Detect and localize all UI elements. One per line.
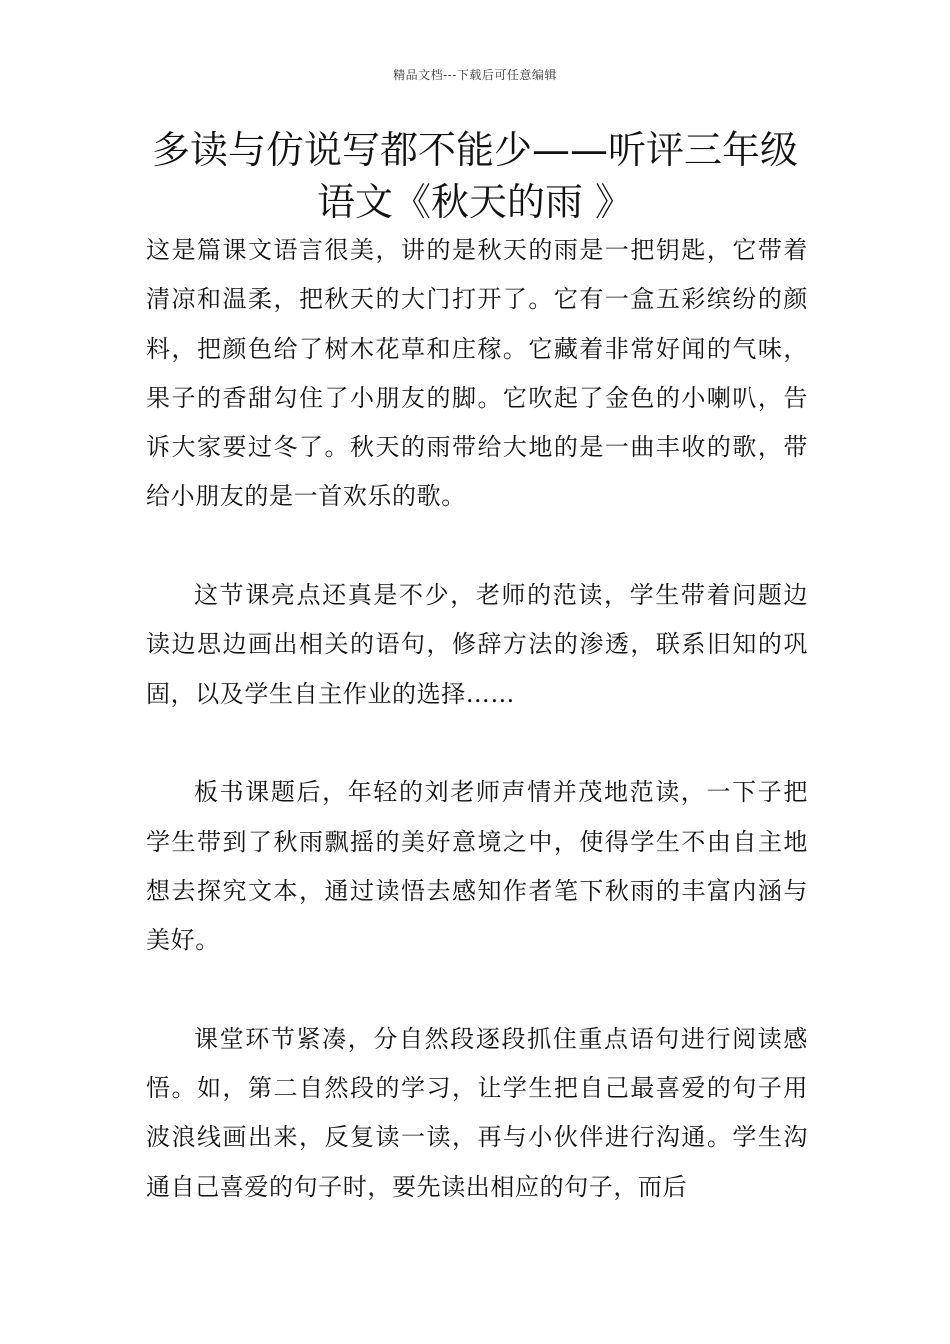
paragraph-2: 这节课亮点还真是不少，老师的范读，学生带着问题边读边思边画出相关的语句，修辞方法的渗透，联系旧知的巩固，以及学生自主作业的选择…… [146,581,808,708]
header-note: 精品文档---下载后可任意编辑 [393,68,557,82]
paragraph-gap [146,719,808,768]
paragraph-gap [146,965,808,1014]
paragraph-1: 这是篇课文语言很美，讲的是秋天的雨是一把钥匙，它带着清凉和温柔，把秋天的大门打开了。它有一盒五彩缤纷的颜料，把颜色给了树木花草和庄稼。它藏着非常好闻的气味，果子的香甜勾住了小朋友的脚。它吹起了金色的小喇叭，告诉大家要过冬了。秋天的雨带给大地的是一曲丰收的歌，带给小朋友的是一首欢乐的歌。 [146,236,808,511]
paragraph-4: 课堂环节紧凑，分自然段逐段抓住重点语句进行阅读感悟。如，第二自然段的学习，让学生把自己最喜爱的句子用波浪线画出来，反复读一读，再与小伙伴进行沟通。学生沟通自己喜爱的句子时，要先读出相应的句子，而后 [146,1024,808,1201]
document-title: 多读与仿说写都不能少——听评三年级语文《秋天的雨 》 [151,128,798,224]
document-body [146,226,808,1212]
paragraph-gap [146,522,808,571]
paragraph-3: 板书课题后，年轻的刘老师声情并茂地范读，一下子把学生带到了秋雨飘摇的美好意境之中，使得学生不由自主地想去探究文本，通过读悟去感知作者笔下秋雨的丰富内涵与美好。 [146,778,808,955]
